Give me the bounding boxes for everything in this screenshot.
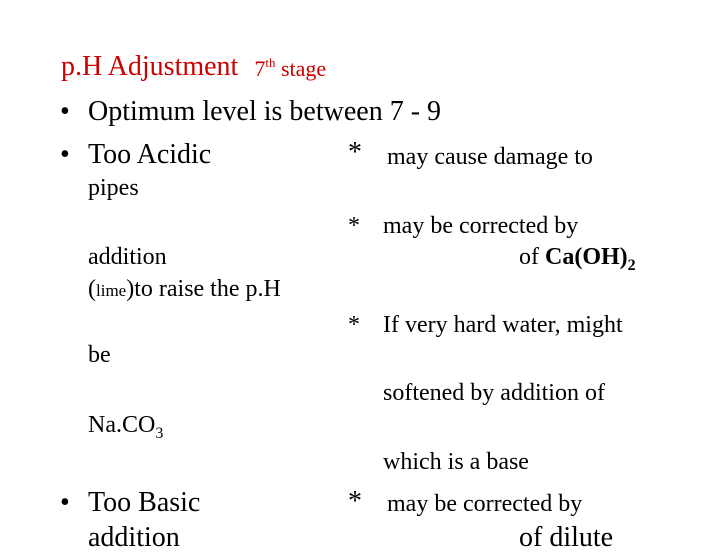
title-main: p.H Adjustment xyxy=(61,51,239,82)
acidic-item2-star: * xyxy=(348,213,360,239)
acidic-item2-formula: of $Ca(OH)_2$ xyxy=(519,244,636,274)
acidic-item3-star: * xyxy=(348,312,360,338)
bullet-too-acidic: • Too Acidic xyxy=(60,139,212,170)
title-stage: 7th stage xyxy=(254,55,327,81)
acidic-item1-star: * xyxy=(348,137,362,168)
acidic-item2-left: addition xyxy=(88,244,167,270)
acidic-item2-text: may be corrected by xyxy=(383,213,579,239)
acidic-item1-text: may cause damage to xyxy=(387,144,593,170)
basic-item1-text: may be corrected by xyxy=(387,491,583,517)
acidic-item3-line3: which is a base xyxy=(383,449,529,475)
bullet-optimum: • Optimum level is between 7 - 9 xyxy=(60,96,442,127)
acidic-item2-lime-line: (lime)to raise the p.H xyxy=(88,276,281,302)
acidic-item3-text: If very hard water, might xyxy=(383,312,623,338)
bullet-icon: • xyxy=(60,487,70,518)
basic-item1-left: addition xyxy=(88,522,180,553)
acidic-item3-formula: $Na.CO_3$ xyxy=(88,412,164,442)
basic-item1-right: of dilute xyxy=(519,522,614,553)
acidic-item3-be: be xyxy=(88,342,111,368)
bullet-too-basic: • Too Basic xyxy=(60,487,201,518)
acidic-item1-cont: pipes xyxy=(88,175,139,201)
bullet-icon: • xyxy=(60,139,70,170)
bullet-icon: • xyxy=(60,96,70,127)
basic-item1-star: * xyxy=(348,486,362,517)
acidic-item3-line2: softened by addition of xyxy=(383,380,605,406)
slide-title xyxy=(61,53,326,81)
